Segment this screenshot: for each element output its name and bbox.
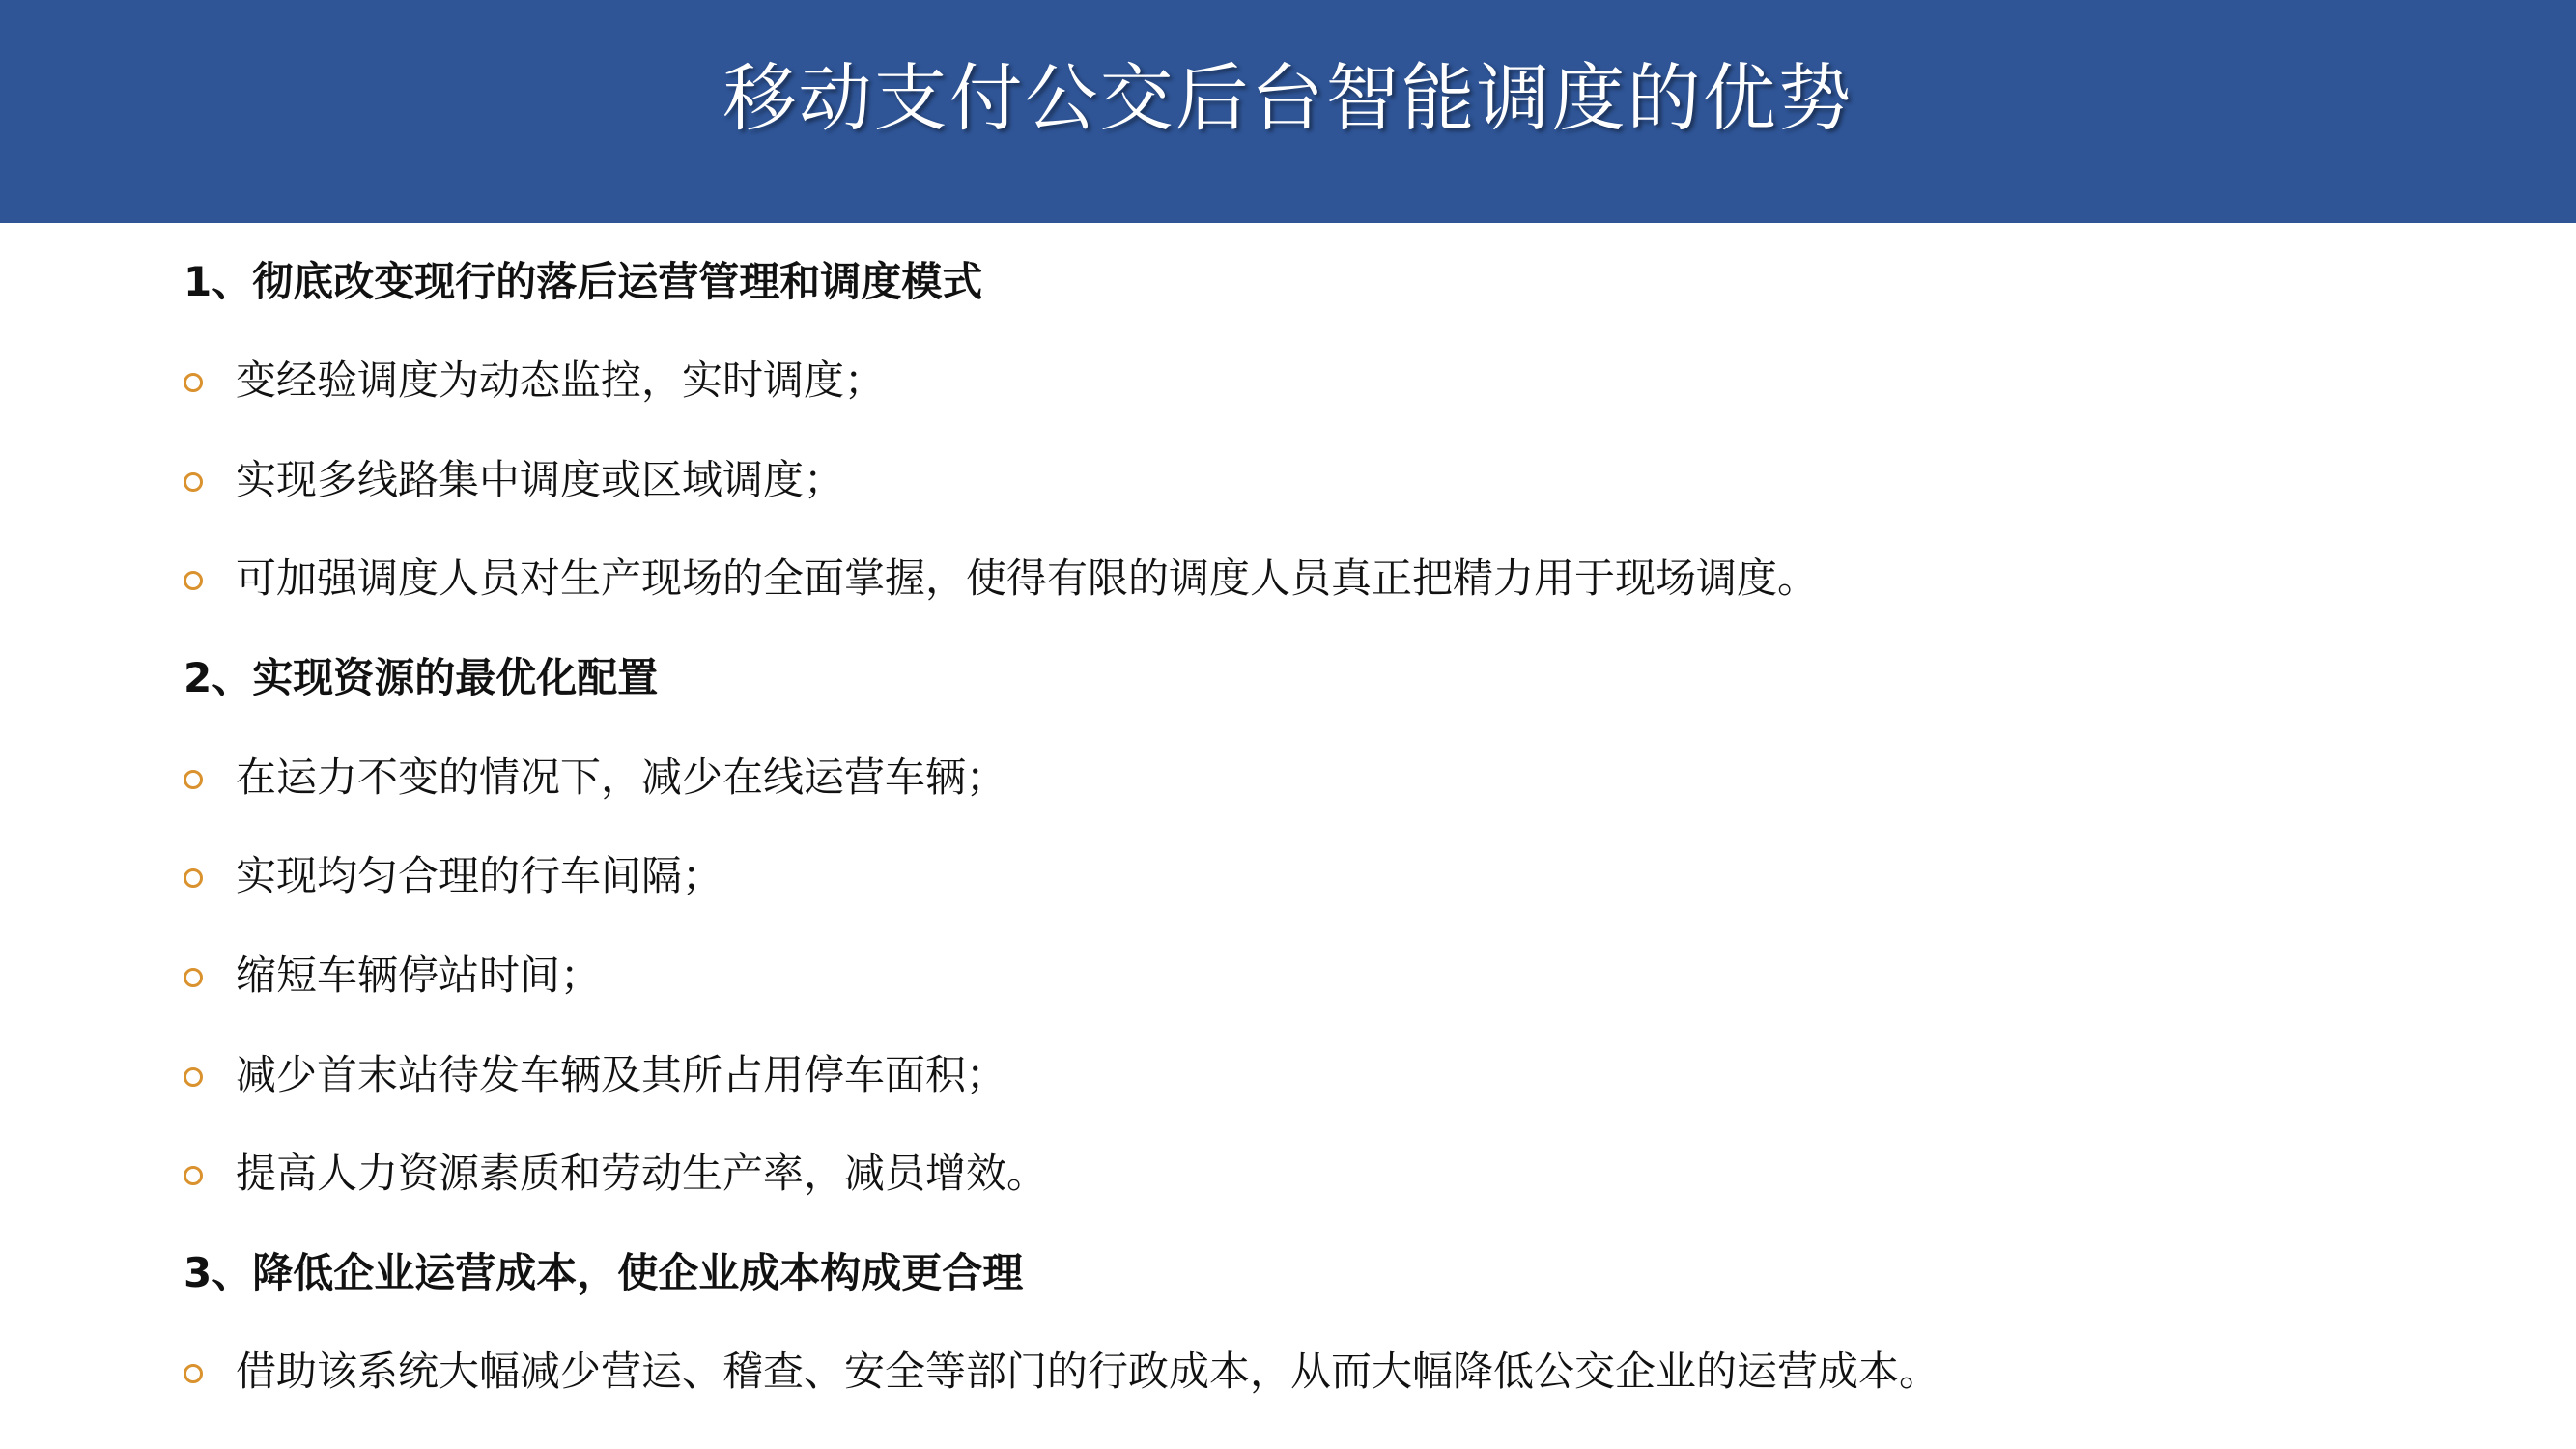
list-item-text: 实现多线路集中调度或区域调度； [236,456,845,503]
section-heading-3: 3、降低企业运营成本，使企业成本构成更合理 [184,1249,1024,1296]
list-item-text: 可加强调度人员对生产现场的全面掌握，使得有限的调度人员真正把精力用于现场调度。 [236,554,1819,602]
section-heading-2: 2、实现资源的最优化配置 [184,654,659,701]
ring-bullet-icon [184,1067,203,1087]
ring-bullet-icon [184,1166,203,1185]
list-item-text: 实现均匀合理的行车间隔； [236,852,723,899]
list-item-text: 减少首末站待发车辆及其所占用停车面积； [236,1051,1007,1098]
ring-bullet-icon [184,373,203,392]
list-item-text: 在运力不变的情况下，减少在线运营车辆； [236,753,1007,801]
ring-bullet-icon [184,571,203,590]
ring-bullet-icon [184,770,203,789]
ring-bullet-icon [184,868,203,888]
ring-bullet-icon [184,968,203,987]
list-item-text: 借助该系统大幅减少营运、稽查、安全等部门的行政成本，从而大幅降低公交企业的运营成本。 [236,1348,1940,1395]
section-heading-1: 1、彻底改变现行的落后运营管理和调度模式 [184,258,983,305]
ring-bullet-icon [184,1364,203,1383]
list-item-text: 缩短车辆停站时间； [236,952,602,999]
page-title: 移动支付公交后台智能调度的优势 [722,55,1854,141]
ring-bullet-icon [184,472,203,492]
list-item-text: 提高人力资源素质和劳动生产率，减员增效。 [236,1150,1048,1197]
list-item-text: 变经验调度为动态监控，实时调度； [236,356,886,404]
